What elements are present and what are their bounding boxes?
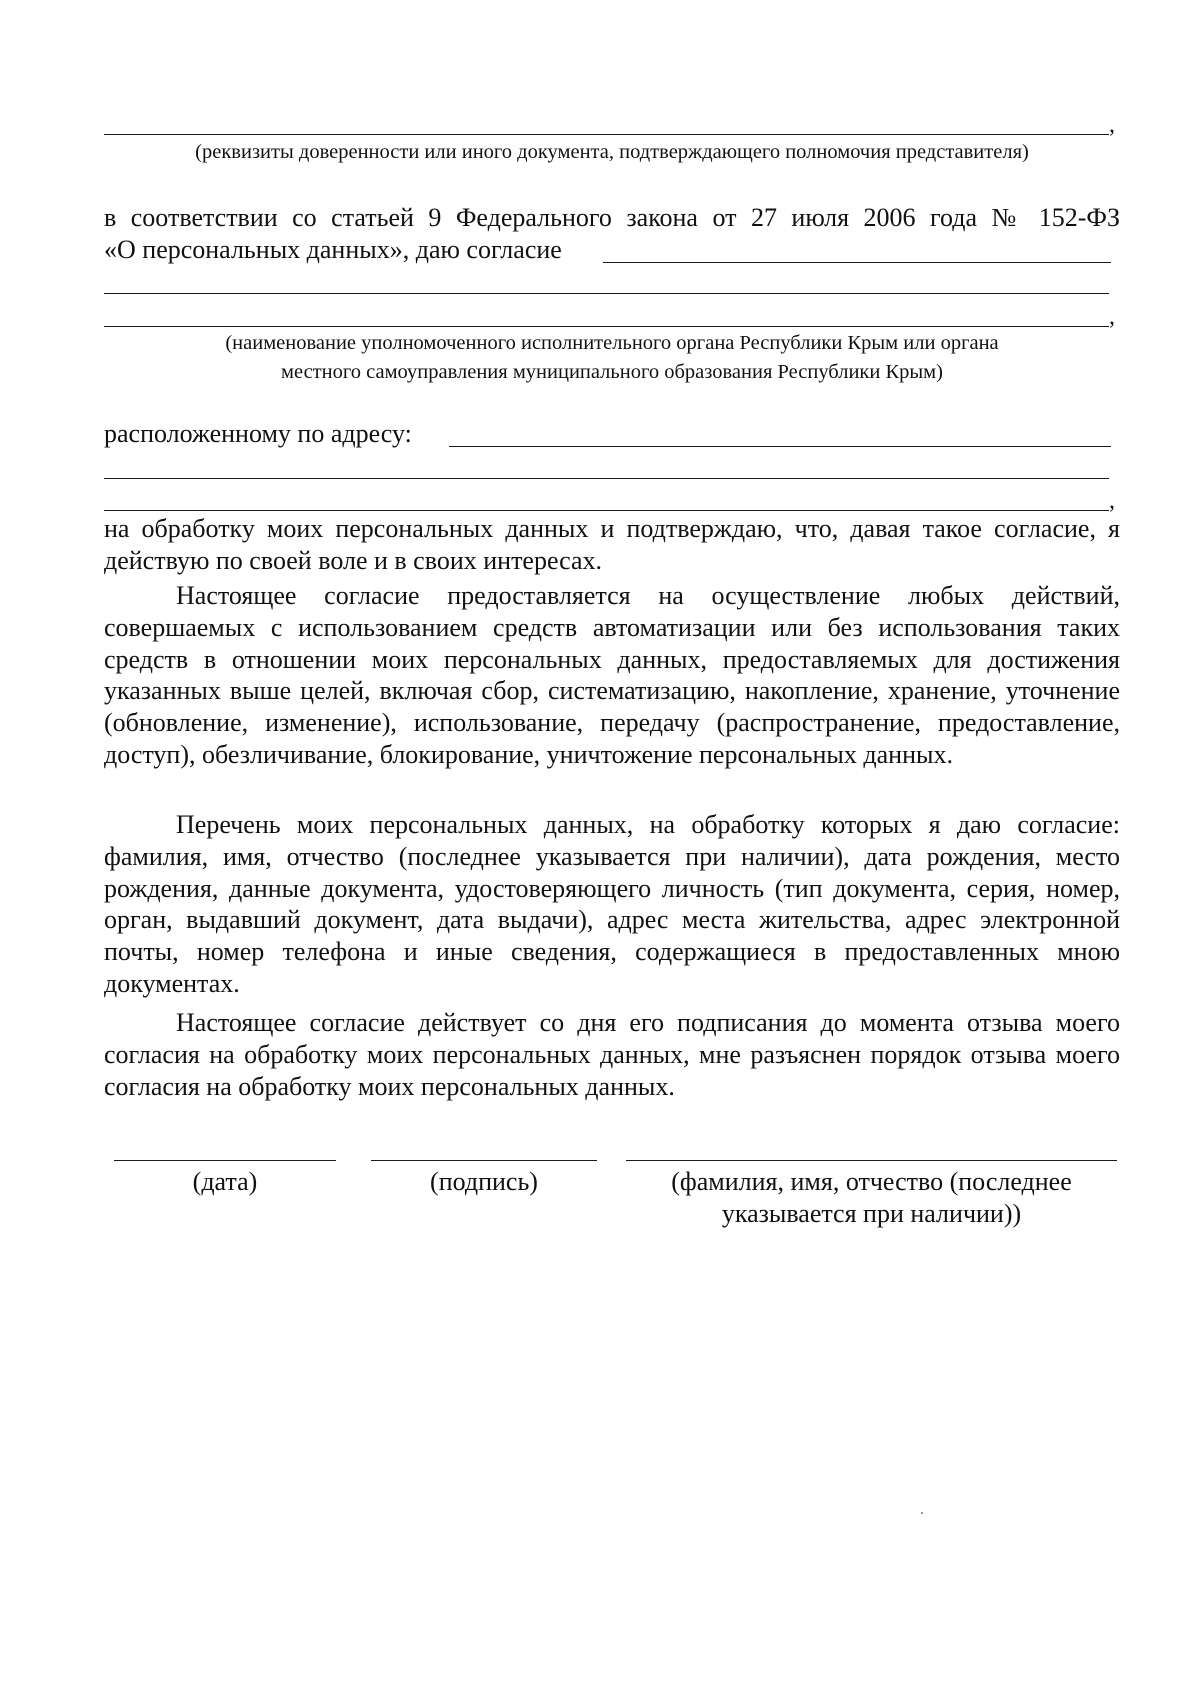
paragraph-processing: на обработку моих персональных данных и подтверждаю, что, давая такое согласие, я действую по своей воле и в своих интересах.	[104, 514, 1120, 575]
address-blank-1[interactable]	[449, 446, 1111, 447]
rep-doc-blank-line[interactable]	[104, 134, 1109, 135]
address-comma: ,	[1109, 488, 1115, 514]
full-name-blank-line[interactable]	[626, 1160, 1117, 1161]
org-caption-line-1: (наименование уполномоченного исполнительного органа Республики Крым или органа	[225, 332, 999, 354]
signature-label: (подпись)	[430, 1167, 538, 1196]
consent-recipient-blank-1[interactable]	[603, 262, 1111, 263]
law-line-2: «О персональных данных», даю согласие	[104, 235, 562, 264]
consent-recipient-comma: ,	[1109, 304, 1115, 330]
paragraph-data-list: Перечень моих персональных данных, на обработку которых я даю согласие: фамилия, имя, отчество (последнее указывается при наличии), дата рождения, место рождения, данные документа, удостоверяющего личность (тип документа, серия, номер, орган, выдавший документ, дата выдачи), адрес места жительства, адрес электронной почты, номер телефона и иные сведения, содержащиеся в предоставленных мною документах.	[104, 810, 1120, 998]
address-blank-2[interactable]	[104, 478, 1109, 479]
address-label: расположенному по адресу:	[104, 419, 412, 448]
rep-doc-comma: ,	[1109, 112, 1115, 138]
signature-blank-line[interactable]	[371, 1160, 597, 1161]
consent-recipient-blank-3[interactable]	[104, 326, 1109, 327]
law-line-1: в соответствии со статьей 9 Федерального закона от 27 июля 2006 года № 152-ФЗ	[104, 203, 1120, 232]
paragraph-validity: Настоящее согласие действует со дня его подписания до момента отзыва моего согласия на обработку моих персональных данных, мне разъяснен порядок отзыва моего согласия на обработку моих персональных данных.	[104, 1008, 1120, 1101]
rep-doc-caption: (реквизиты доверенности или иного документа, подтверждающего полномочия представителя)	[195, 141, 1029, 163]
paragraph-actions: Настоящее согласие предоставляется на осуществление любых действий, совершаемых с использованием средств автоматизации или без использования таких средств в отношении моих персональных данных, предоставляемых для достижения указанных выше целей, включая сбор, систематизацию, накопление, хранение, уточнение (обновление, изменение), использование, передачу (распространение, предоставление, доступ), обезличивание, блокирование, уничтожение персональных данных.	[104, 581, 1120, 769]
full-name-label-line-2: указывается при наличии))	[721, 1199, 1022, 1228]
full-name-label-line-1: (фамилия, имя, отчество (последнее	[671, 1167, 1072, 1196]
address-blank-3[interactable]	[104, 510, 1109, 511]
consent-recipient-blank-2[interactable]	[104, 293, 1109, 294]
date-blank-line[interactable]	[114, 1160, 336, 1161]
date-label: (дата)	[192, 1167, 258, 1196]
scan-speck	[921, 1512, 923, 1514]
org-caption-line-2: местного самоуправления муниципального образования Республики Крым)	[281, 361, 943, 383]
